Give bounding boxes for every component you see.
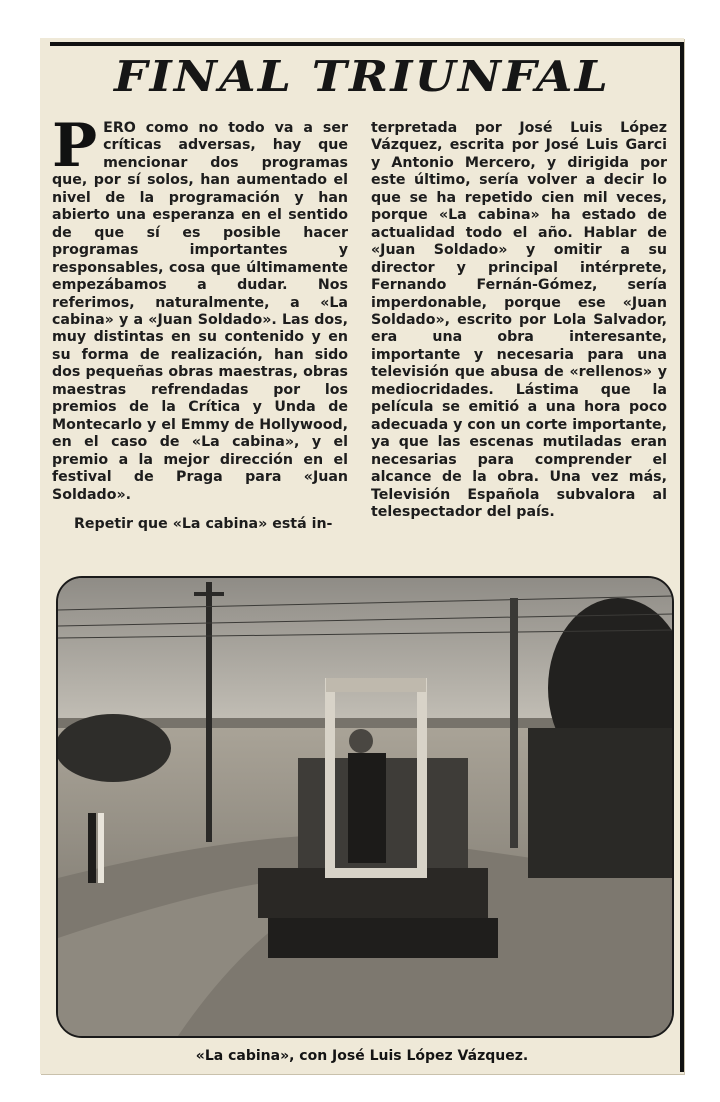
signal-post xyxy=(510,598,518,848)
fence-post xyxy=(88,813,96,883)
column-left-second-paragraph: Repetir que «La cabina» está in- xyxy=(74,515,333,532)
truck-front xyxy=(268,918,498,958)
photo-scene xyxy=(58,578,672,1036)
man-head xyxy=(349,729,373,753)
pole-crossbar xyxy=(194,592,224,596)
article-title: FINAL TRIUNFAL xyxy=(113,52,611,101)
column-left-text: ERO como no todo va a ser críticas adversas, hay que mencionar dos programas que, por sí solos, han aumentado el nivel de la programación y han abierto una esperanza en el sentido de que sí es posible hacer programas importantes y responsables, cosa que últimamente empezábamos a dudar. Nos referimos, naturalmente, a «La cabina» y a «Juan Soldado». Las dos, muy distintas en su contenido y en su forma de realización, han sido dos pequeñas obras maestras, obras maestras refrendadas por los premios de la Crítica y Unda de Montecarlo y el Emmy de Hollywood, en el caso de «La cabina», y el premio a la mejor dirección en el festival de Praga para «Juan Soldado». xyxy=(52,120,348,503)
utility-pole xyxy=(206,582,212,842)
photo xyxy=(56,576,674,1038)
article-column-left xyxy=(52,111,348,533)
drop-cap: P xyxy=(52,111,98,181)
booth-roof xyxy=(326,678,426,692)
man-figure xyxy=(348,753,386,863)
tree-left xyxy=(58,714,171,782)
article-column-right: terpretada por José Luis López Vázquez, escrita por José Luis Garci y Antonio Mercero, y dirigida por este último, sería volver a decir lo que se ha repetido cien mil veces, porque «La cabina» ha estado de actualidad todo el año. Hablar de «Juan Soldado» y omitir a su director y principal intérprete, Fernando Fernán-Gómez, sería imperdonable, porque ese «Juan Soldado», escrito por Lola Salvador, era una obra interesante, importante y necesaria para una televisión que abusa de «rellenos» y mediocridades. Lástima que la película se emitió a una hora poco adecuada y con un corte importante, ya que las escenas mutiladas eran necesarias para comprender el alcance de la obra. Una vez más, Televisión Española subvalora al telespectador del país. xyxy=(371,120,667,520)
photo-caption: «La cabina», con José Luis López Vázquez. xyxy=(195,1048,529,1064)
right-rule xyxy=(680,42,684,1072)
bushes-right xyxy=(528,728,672,878)
fence-post-white xyxy=(98,813,104,883)
top-rule xyxy=(50,42,684,46)
